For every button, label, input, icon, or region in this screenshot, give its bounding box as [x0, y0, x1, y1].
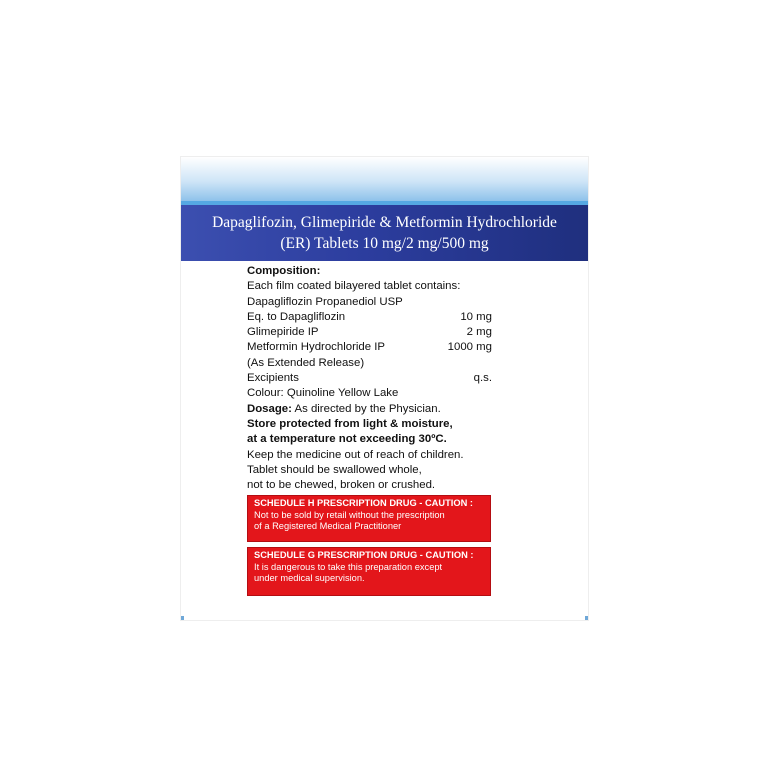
storage-line-1: Store protected from light & moisture,	[247, 417, 453, 430]
warning-line-3: not to be chewed, broken or crushed.	[247, 479, 436, 492]
excipients-name: Excipients	[247, 372, 299, 385]
schedule-h-line-1: Not to be sold by retail without the prescription	[254, 509, 445, 520]
product-title-line-2: (ER) Tablets 10 mg/2 mg/500 mg	[280, 235, 489, 252]
storage-line-2: at a temperature not exceeding 30ºC.	[247, 433, 447, 446]
schedule-h-line-2: of a Registered Medical Practitioner	[254, 521, 402, 532]
ingredient-amount: 2 mg	[466, 326, 492, 339]
dosage-label: Dosage:	[247, 402, 292, 415]
composition-sub-heading: Dapagliflozin Propanediol USP	[247, 295, 403, 308]
dosage-text: As directed by the Physician.	[291, 402, 441, 415]
schedule-g-line-2: under medical supervision.	[254, 573, 365, 584]
product-title-line-1: Dapaglifozin, Glimepiride & Metformin Hydrochloride	[212, 214, 557, 231]
ingredient-name: Metformin Hydrochloride IP	[247, 341, 386, 354]
ingredient-row	[247, 310, 492, 325]
schedule-h-heading: SCHEDULE H PRESCRIPTION DRUG - CAUTION :	[254, 498, 473, 508]
excipients-amount: q.s.	[473, 372, 492, 385]
product-title-band	[181, 201, 588, 261]
release-note: (As Extended Release)	[247, 356, 365, 369]
schedule-g-line-1: It is dangerous to take this preparation except	[254, 561, 443, 572]
schedule-h-caution-box	[247, 495, 491, 542]
colour-line: Colour: Quinoline Yellow Lake	[247, 387, 399, 400]
ingredient-row	[247, 340, 492, 355]
excipients-row	[247, 371, 492, 386]
right-edge-mark	[585, 616, 588, 620]
ingredient-row	[247, 325, 492, 340]
ingredient-amount: 1000 mg	[447, 341, 492, 354]
ingredient-name: Eq. to Dapagliflozin	[247, 310, 346, 323]
dosage-line	[247, 402, 492, 417]
composition-panel	[247, 264, 492, 493]
warning-line-2: Tablet should be swallowed whole,	[247, 463, 422, 476]
left-edge-mark	[181, 616, 184, 620]
ingredient-amount: 10 mg	[460, 310, 492, 323]
schedule-g-heading: SCHEDULE G PRESCRIPTION DRUG - CAUTION :	[254, 550, 474, 560]
schedule-g-caution-box	[247, 547, 491, 596]
top-flap-gradient	[181, 157, 588, 201]
ingredient-name: Glimepiride IP	[247, 326, 319, 339]
warning-line-1: Keep the medicine out of reach of children.	[247, 448, 464, 461]
composition-intro: Each film coated bilayered tablet contains:	[247, 280, 461, 293]
composition-heading: Composition:	[247, 265, 321, 277]
